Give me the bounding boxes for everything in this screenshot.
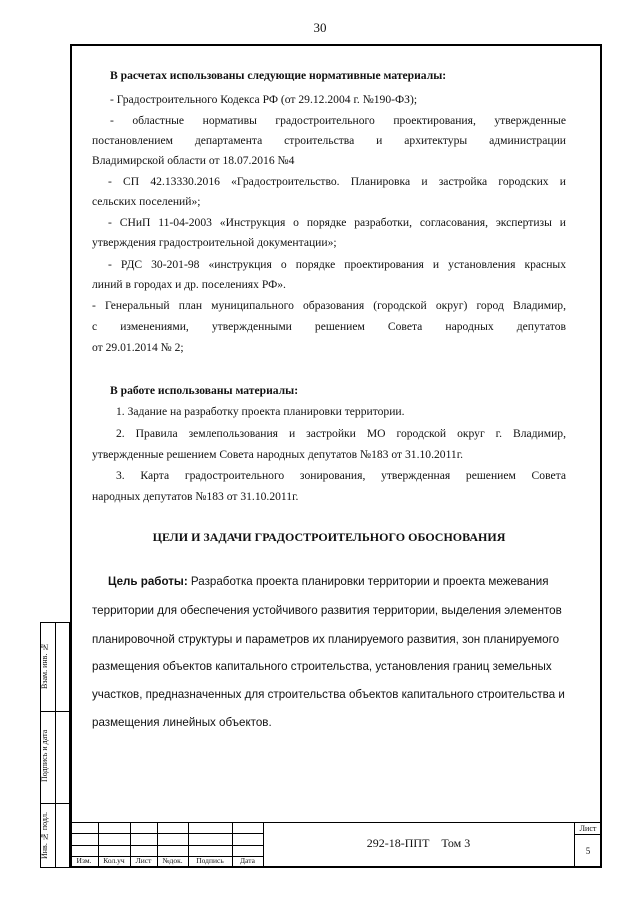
inv-zam-label: Взам. инв. №: [40, 642, 49, 690]
text-line: - областные нормативы градостроительного проектирования, утвержденные: [110, 114, 566, 127]
text-line: от 29.01.2014 № 2;: [92, 341, 184, 354]
goal-first-line: [108, 575, 566, 588]
sheet-number: 5: [585, 846, 591, 856]
col-podpis: Подпись: [196, 856, 224, 865]
col-list: Лист: [135, 856, 152, 865]
text-line: территории для обеспечения устойчивого развития территории, выделения элементов: [92, 604, 562, 617]
text-line: - РДС 30-201-98 «инструкция о порядке проектирования и установления красных: [108, 258, 566, 271]
text-line: - Генеральный план муниципального образования (городской округ) город Владимир,: [92, 299, 566, 312]
text-line: участков, предназначенных для строительства объектов капитального строительства и: [92, 688, 565, 701]
text-line: утвержденные решением Совета народных депутатов №183 от 31.10.2011г.: [92, 448, 464, 461]
sheet-label: Лист: [579, 824, 597, 833]
col-data: Дата: [240, 856, 255, 865]
text-line: планировочной структуры и параметров их планируемого развития, зон планируемого: [92, 633, 560, 646]
text-line: размещения объектов капитального строительства, установления границ земельных: [92, 660, 552, 673]
text-line: постановлением департамента строительства и архитектуры администрации: [92, 134, 566, 147]
text-line: линий в городах и др. поселениях РФ».: [92, 278, 286, 291]
podpis-data-label: Подпись и дата: [40, 729, 49, 783]
inv-podl-label: Инв. № подл.: [40, 812, 49, 860]
text-line: - СНиП 11-04-2003 «Инструкция о порядке разработки, согласования, экспертизы и: [108, 216, 566, 229]
text-line: Владимирской области от 18.07.2016 №4: [92, 154, 295, 167]
text-line: - СП 42.13330.2016 «Градостроительство. Планировка и застройка городских и: [108, 175, 566, 188]
text-line: утверждения градостроительной документации»;: [92, 236, 337, 249]
text-line: с изменениями, утвержденными решением Совета народных депутатов: [92, 320, 566, 333]
page-number: 30: [313, 20, 327, 35]
text-line: размещения линейных объектов.: [92, 716, 272, 729]
col-kol-uch: Кол.уч: [103, 856, 125, 865]
section-heading: В расчетах использованы следующие нормативные материалы:: [110, 69, 447, 82]
list-item: 1. Задание на разработку проекта планировки территории.: [116, 405, 405, 418]
text-line: сельских поселений»;: [92, 195, 201, 208]
goal-text: Разработка проекта планировки территории и проекта межевания: [187, 575, 549, 588]
list-item: 2. Правила землепользования и застройки МО городской округ г. Владимир,: [116, 427, 566, 440]
col-izm: Изм.: [76, 856, 92, 865]
section-heading: В работе использованы материалы:: [110, 384, 299, 397]
text-line: - Градостроительного Кодекса РФ (от 29.12.2004 г. №190-ФЗ);: [110, 93, 418, 106]
document-code: 292-18-ППТ Том 3: [366, 836, 471, 850]
list-item: 3. Карта градостроительного зонирования, утвержденная решением Совета: [116, 469, 566, 482]
col-ndok: №док.: [162, 856, 183, 865]
goal-label: Цель работы:: [108, 575, 188, 588]
text-line: народных депутатов №183 от 31.10.2011г.: [92, 490, 299, 503]
goals-heading: ЦЕЛИ И ЗАДАЧИ ГРАДОСТРОИТЕЛЬНОГО ОБОСНОВАНИЯ: [152, 530, 506, 544]
